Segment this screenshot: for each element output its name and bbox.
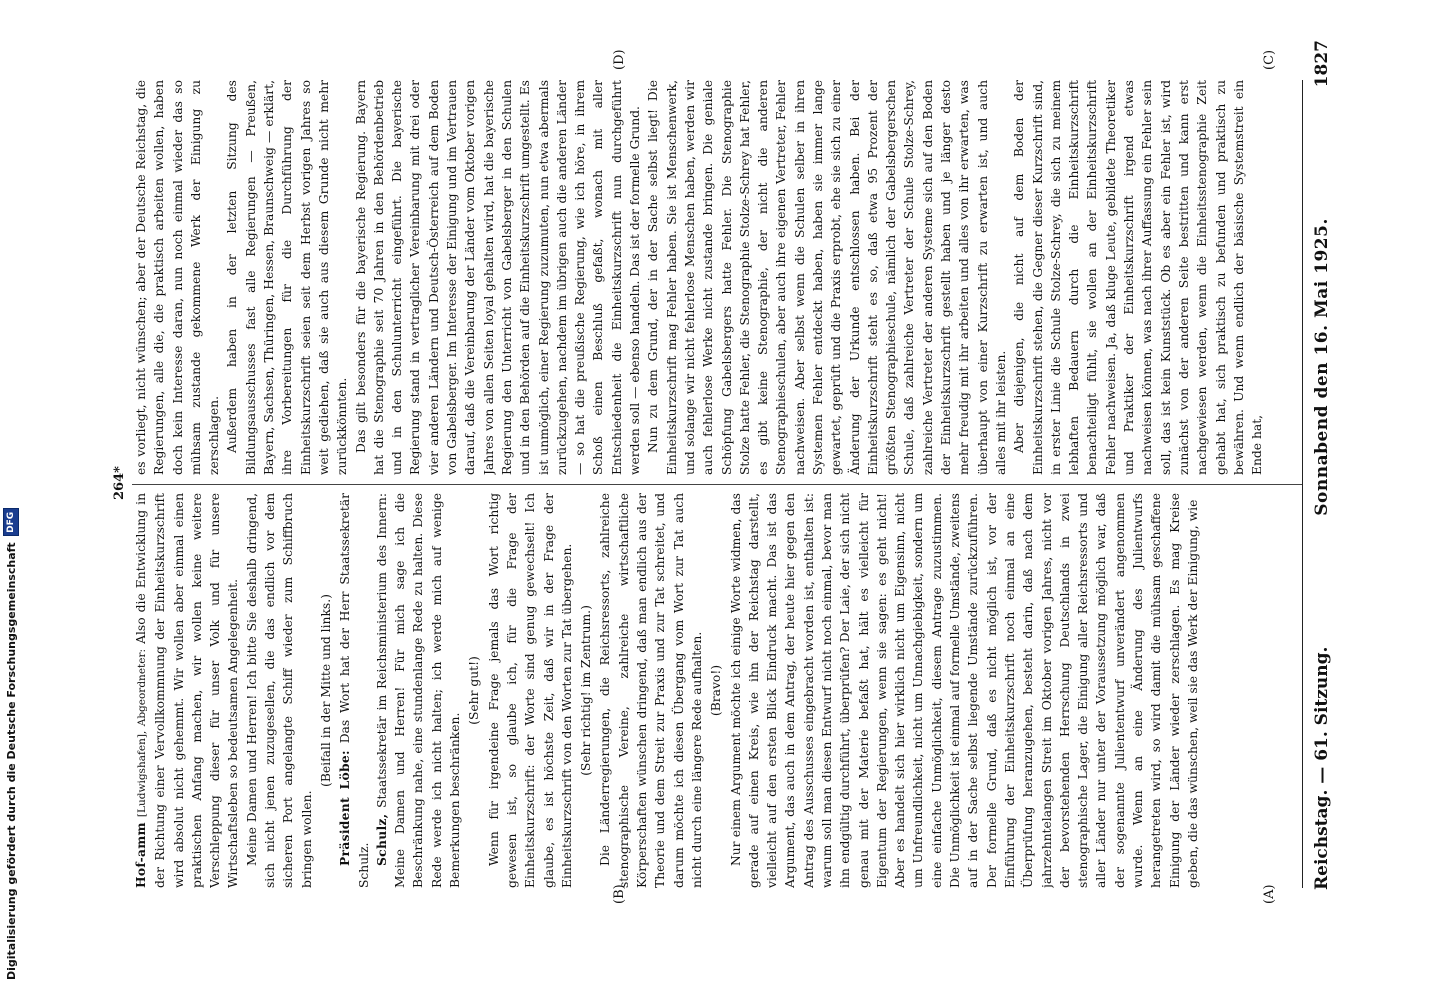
applause-note: (Sehr gut!) — [467, 656, 482, 725]
column-divider — [132, 484, 1302, 485]
paragraph: Das gilt besonders für die bayerische Regierung. Bayern hat die Stenographie seit 70 Jahren in den Behördenbetrieb und in den Schulunterricht eingeführt. Die bayerische Regierung stand in vertraglicher Vereinbarung mit drei oder vier anderen Ländern und Deutsch-Österreich auf dem Boden von Gabelsberger. Im Interesse der Einigung und im Vertrauen darauf, daß die Vereinbarung der Länder vom Oktober vorigen Jahres von allen Seiten loyal gehalten wird, hat die bayerische Regierung den Unterricht von Gabelsberger in den Schulen und in den Behörden auf die Einheitskurzschrift umgestellt. Es ist unmöglich, einer Regierung zuzumuten, nun etwa abermals zurückzugehen, nachdem im übrigen auch die anderen Länder — so hat die preußische Regierung, wie ich höre, in ihrem Schoß einen Beschluß gefaßt, wonach mit aller Entschiedenheit die Einheitskurzschrift nun durchgeführt werden soll — ebenso handeln. Das ist der formelle Grund. — [353, 80, 643, 475]
applause-note: (Sehr richtig! im Zentrum.) — [579, 605, 594, 776]
left-column — [132, 493, 1317, 888]
digitization-credit — [0, 0, 22, 1000]
margin-mark-a: (A) — [1262, 884, 1277, 904]
footer-page-mark: 264* — [112, 466, 127, 500]
paragraph: Nur einem Argument möchte ich einige Worte widmen, das gerade auf einen Kreis, wie ihn der Reichstag darstellt, vielleicht auf den ersten Blick Eindruck macht. Das ist das Argument, das auch in dem Antrag, der heute hier gegen den Antrag des Ausschusses eingebracht worden ist, enthalten ist: warum soll man diesen Entwurf nicht noch einmal, bevor man ihn endgültig durchführt, überprüfen? Der Laie, der sich nicht genau mit der Materie befaßt hat, hält es vielleicht für Eigentum der Regierungen, wenn sie sagen: es geht nicht! Aber es handelt sich hier wirklich nicht um Eigensinn, nicht um Unfreundlichkeit, nicht um Unnachgiebigkeit, sondern um eine einfache Unmöglichkeit, diesem Antrage zuzustimmen. Die Unmöglichkeit ist einmal auf formelle Umstände, zweitens auf in der Sache selbst liegende Umstände zurückzuführen. Der formelle Grund, daß es nicht möglich ist, vor der Einführung der Einheitskurzschrift noch einmal an eine Überprüfung heranzugehen, besteht darin, daß nach dem jahrzehntelangen Streit im Oktober vorigen Jahres, nicht vor der bevorstehenden Herrschung Deutschlands in zwei stenographische Lager, die Einigung aller Reichsressorts und aller Länder nur unter der Voraussetzung möglich war, daß der sogenannte Juliententwurf unverändert angenommen wurde. Wenn an eine Änderung des Julientwurfs herangetreten wird, so wird damit die mühsam geschaffene Einigung der Länder wieder zerschlagen. Es mag Kreise geben, die das wünschen, weil sie das Werk der Einigung, wie — [728, 493, 1200, 888]
margin-mark-c: (C) — [1262, 49, 1277, 70]
header-date: Sonnabend den 16. Mai 1925. — [1312, 218, 1332, 516]
paragraph: Meine Damen und Herren! Ich bitte Sie deshalb dringend, sich nicht jenen zuzugesellen, die das endlich vor dem sicheren Port angelangte Schiff wieder zum Schiffbruch bringen wollen. — [244, 493, 314, 888]
applause-note: (Beifall in der Mitte und links.) — [318, 594, 333, 787]
paragraph: Außerdem haben in der letzten Sitzung des Bildungsausschusses fast alle Regierungen — Preußen, Bayern, Sachsen, Thüringen, Hessen, Braunschweig — erklärt, ihre Vorbereitungen für die Durchführung der Einheitskurzschrift seien seit dem Herbst vorigen Jahres so weit gediehen, daß sie auch aus diesem Grunde nicht mehr zurückkönnten. — [225, 80, 350, 475]
paragraph: es vorliegt, nicht wünschen; aber der Deutsche Reichstag, die Regierungen, alle die, die praktisch arbeiten wollen, haben doch kein Interesse daran, nun noch einmal wieder das so mühsam zustande gekommene Werk der Einigung zu zerschlagen. — [134, 80, 222, 475]
header-left: Reichstag. — 61. Sitzung. — [1312, 646, 1332, 890]
margin-mark-d: (D) — [612, 49, 627, 70]
margin-mark-b: (B) — [612, 884, 627, 904]
dfg-logo-icon: DFG — [3, 508, 19, 536]
page-number: 1827 — [1312, 40, 1332, 88]
speech-paragraph — [132, 493, 243, 888]
paragraph-text: Also die Entwicklung in der Richtung einer Vervollkommnung der Einheitskurzschrift wird absolut nicht gehemmt. Wir wollen aber einmal einen praktischen Anfang machen, wir wollen keine weitere Verschleppung dieser für unser Volk und für unsere Wirtschaftsleben so bedeutsamen Angelegenheit. — [134, 493, 241, 888]
paragraph: Aber diejenigen, die nicht auf dem Boden der Einheitskurzschrift stehen, die Gegner dieser Kurzschrift sind, in erster Linie die Schule Stolze-Schrey, die sich zu meinem lebhaften Bedauern durch die Einheitskurzschrift benachteiligt fühlt, sie wollen an der Einheitskurzschrift Fehler nachweisen. Ja, daß kluge Leute, gebildete Theoretiker und Praktiker der Einheitskurzschrift irgend etwas nachweisen können, was nach ihrer Auffassung ein Fehler sein soll, das ist kein Kunststück. Ob es aber ein Fehler ist, wird zunächst von der anderen Seite bestritten und kann erst nachgewiesen werden, wenn die Einheitsstenographie Zeit gehabt hat, sich praktisch zu befunden und praktisch zu bewähren. Und wenn endlich der bäsische Systemstreit ein Ende hat, — [1012, 80, 1265, 475]
paragraph: Die Länderregierungen, die Reichsressorts, zahlreiche stenographische Vereine, zahlreiche wirtschaftliche Körperschaften wünschen dringend, daß man endlich aus der Theorie und dem Streit zur Praxis und zur Tat schreitet, und darum möchte ich diesen Übergang vom Wort zur Tat auch nicht durch eine längere Rede aufhalten. — [598, 493, 704, 888]
applause-note: (Bravo!) — [709, 664, 724, 717]
paragraph: Wenn für irgendeine Frage jemals das Wort richtig gewesen ist, so glaube ich, für die Frage der Einheitskurzschrift: der Worte sind genug gewechselt! Ich glaube, es ist höchste Zeit, daß wir in der Frage der Einheitskurzschrift von den Worten zur Tat übergehen. — [486, 493, 574, 888]
paragraph-text: Staatssekretär im Reichsministerium des Innern: Meine Damen und Herren! Für mich sage ich die Beschränkung nahe, eine stundenlange Rede zu halten. Diese Rede werde ich nicht halten; ich werde mich auf wenige Bemerkungen beschränken. — [374, 493, 463, 888]
speaker-name: Schulz, — [373, 813, 389, 866]
right-column — [132, 80, 1317, 475]
speaker-name: Hof-amm — [133, 822, 148, 888]
paragraph: Nun zu dem Grund, der in der Sache selbst liegt! Die Einheitskurzschrift mag Fehler haben. Sie ist Menschenwerk, und solange wir nicht fehlerlose Menschen haben, werden wir auch fehlerlose Werke nicht zustande bringen. Die geniale Schöpfung Gabelsbergers hatte Fehler. Die Stenographie Stolze hatte Fehler, die Stenographie Stolze-Schrey hat Fehler, es gibt keine Stenographie, der nicht die anderen Stenographieschulen, aber auch ihre eigenen Vertreter, Fehler nachweisen. Aber selbst wenn die Schulen selber in ihren Systemen Fehler entdeckt haben, haben sie immer lange gewartet, geprüft und die Praxis erprobt, ehe sie sich zu einer Änderung der Urkunde entschlossen haben. Bei der Einheitskurzschrift steht es so, daß etwa 95 Prozent der größten Stenographieschule, nämlich der Gabelsbergerschen Schule, daß zahlreiche Vertreter der Schule Stolze-Schrey, zahlreiche Vertreter der anderen Systeme sich auf den Boden der Einheitskurzschrift gestellt haben und je länger desto mehr freudig mit ihr arbeiten und alles von ihr erwarten, was überhaupt von einer Kurzschrift zu erwarten ist, und auch alles mit ihr leisten. — [646, 80, 1008, 475]
speaker-name: Präsident Löbe: — [337, 750, 353, 866]
speaker-note: [Ludwigshafen], Abgeordneter: — [136, 648, 148, 818]
credit-text: Digitalisierung gefördert durch die Deutsche Forschungsgemeinschaft — [4, 542, 18, 980]
paragraph-text: Das Wort hat der Herr Staatssekretär Schulz. — [338, 493, 371, 888]
